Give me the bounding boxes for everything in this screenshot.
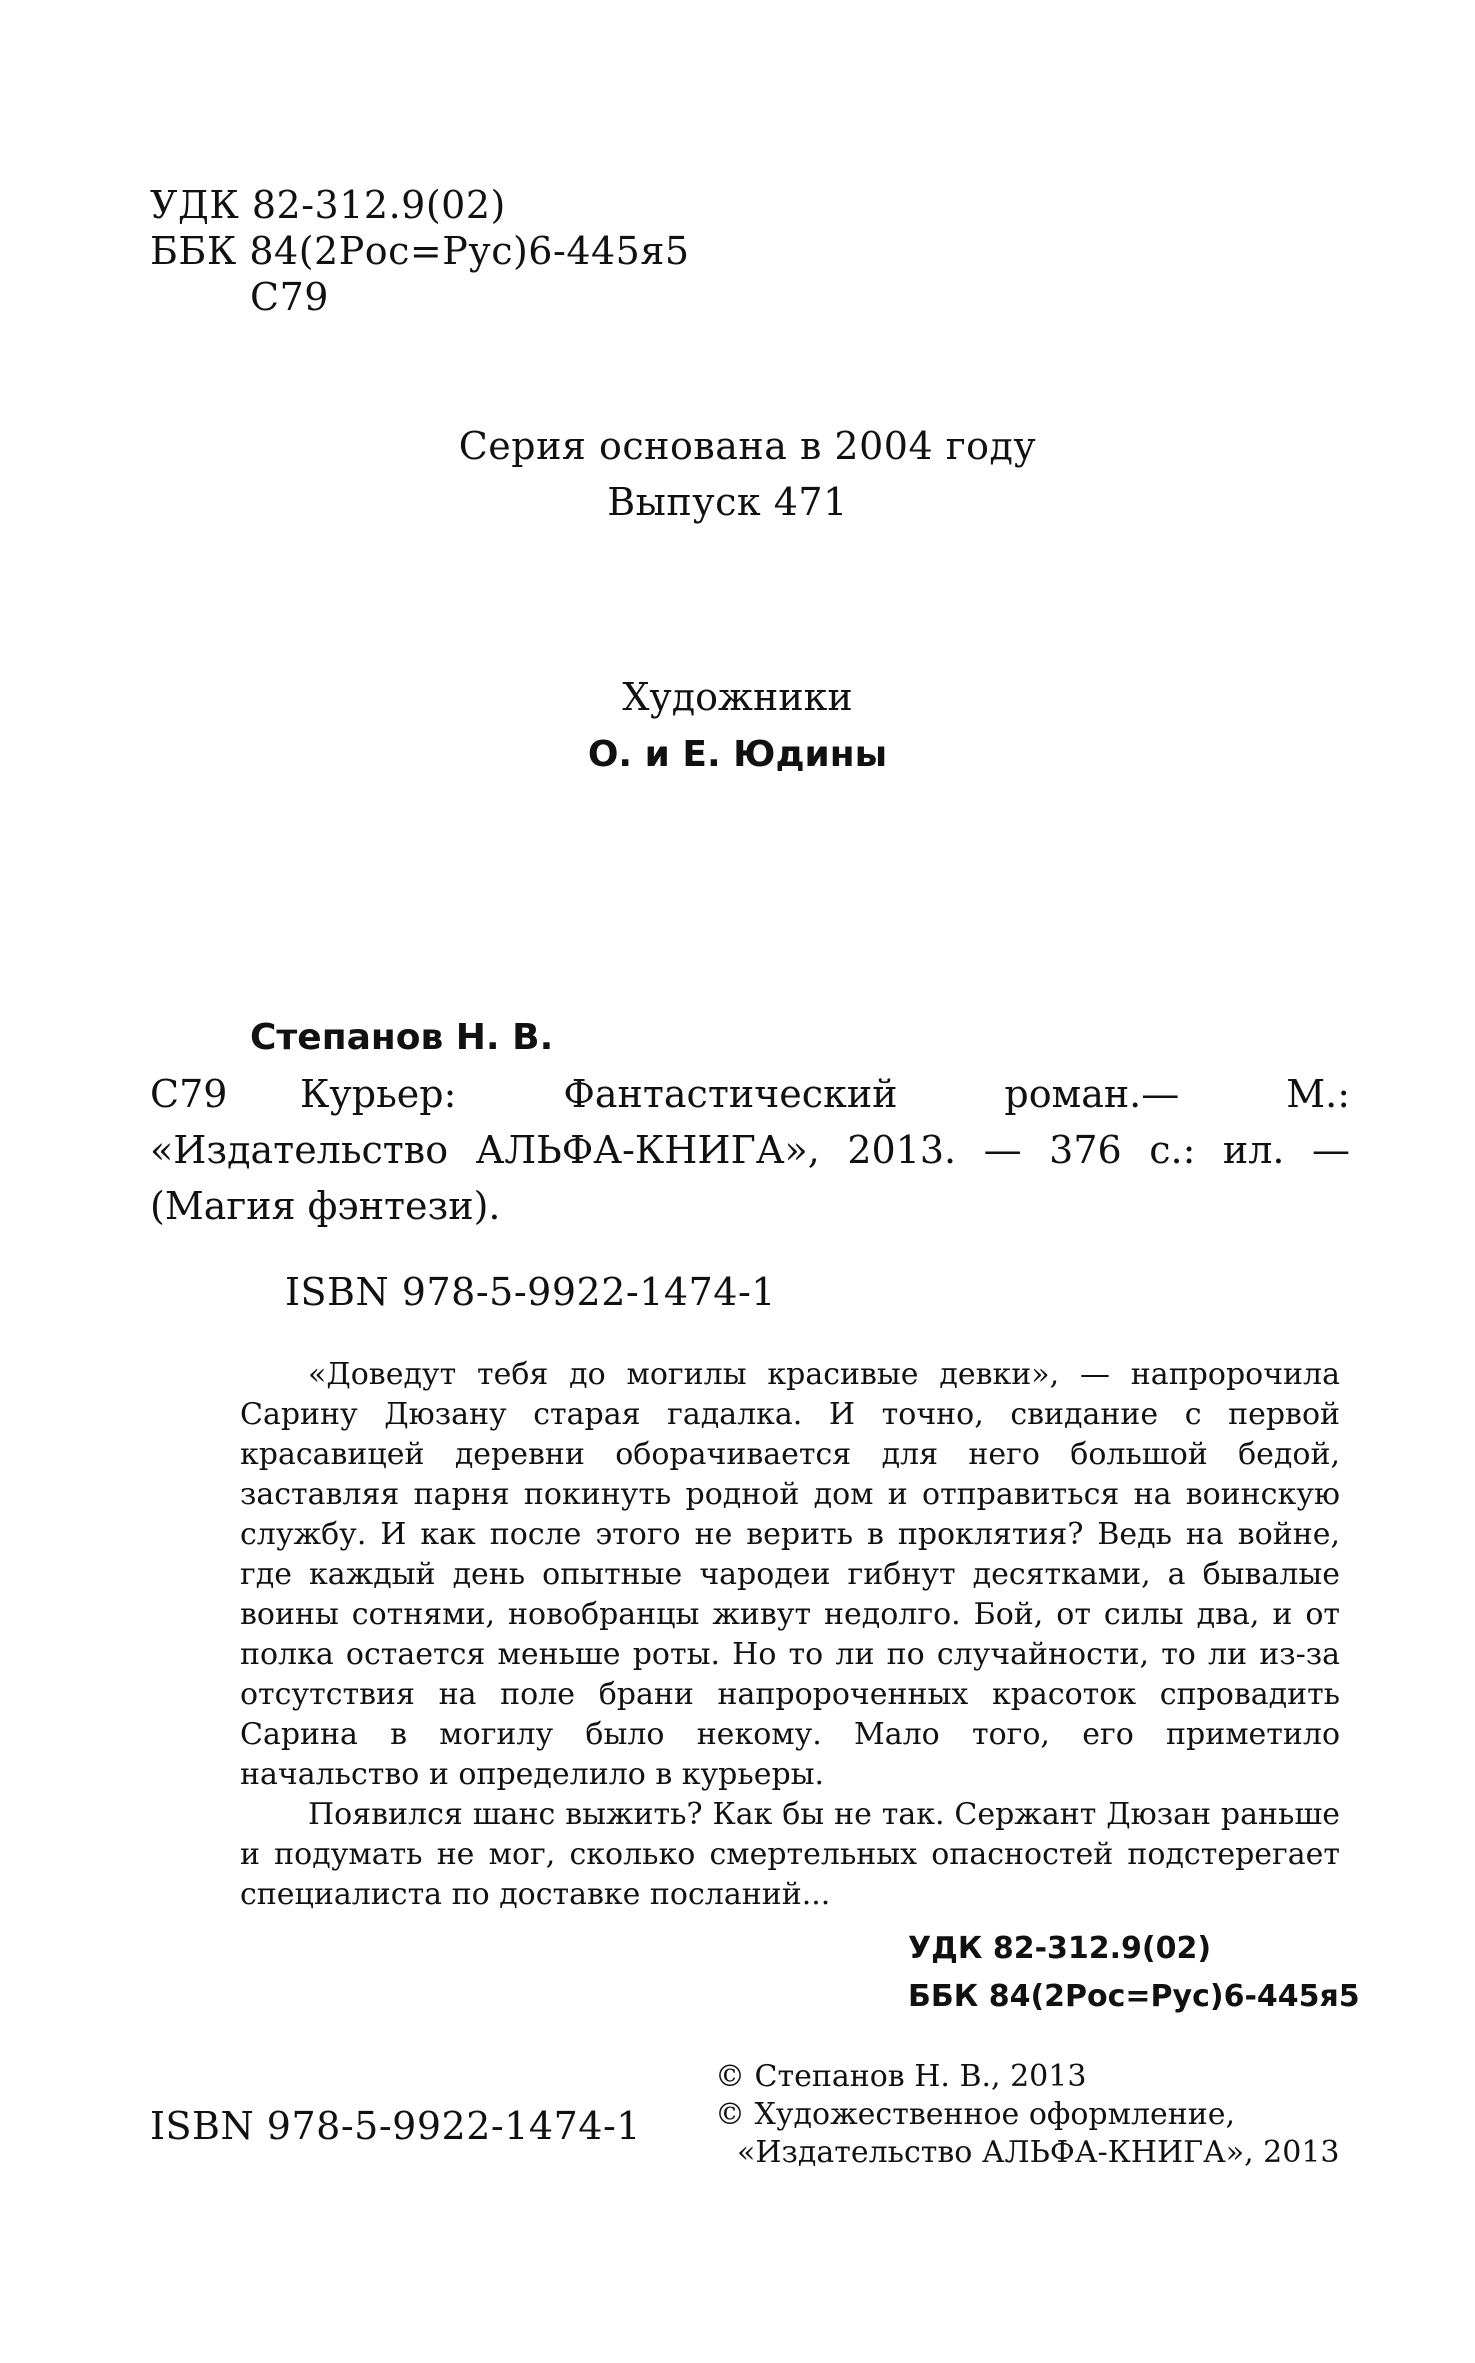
classification-codes-bottom: [908, 1925, 1360, 2021]
bbk-code-bottom: ББК 84(2Рос=Рус)6-445я5: [908, 1979, 1360, 2014]
series-founded: Серия основана в 2004 году: [458, 424, 1037, 468]
isbn-footer: ISBN 978-5-9922-1474-1: [150, 2104, 641, 2148]
author-mark: С79: [250, 275, 329, 319]
copyright-author: © Степанов Н. В., 2013: [715, 2059, 1087, 2094]
entry-isbn: ISBN 978-5-9922-1474-1: [285, 1270, 776, 1314]
bbk-code: ББК 84(2Рос=Рус)6-445я5: [150, 229, 690, 273]
entry-description: [150, 1066, 1350, 1234]
author-name: Степанов Н. В.: [250, 1017, 554, 1058]
entry-text-rest: АЛЬФА-КНИГА», 2013. — 376 с.: ил. — (Магия фэнтези).: [150, 1128, 1350, 1228]
artists-label: Художники: [622, 675, 853, 719]
copyright-design: © Художественное оформление,: [715, 2097, 1236, 2132]
annotation: [240, 1355, 1340, 1915]
bibliographic-entry: [150, 1010, 1350, 1234]
artists-block: [0, 668, 1475, 784]
copyright-block: [715, 2058, 1340, 2172]
series-info: [0, 418, 1475, 530]
annotation-paragraph-1: «Доведут тебя до могилы красивые девки», — напророчила Сарину Дюзану старая гадалка. И точно, свидание с первой красавицей деревни оборачивается для него большой бедой, заставляя парня покинуть родной дом и отправиться на воинскую службу. И как после этого не верить в проклятия? Ведь на войне, где каждый день опытные чародеи гибнут десятками, а бывалые воины сотнями, новобранцы живут недолго. Бой, от силы два, и от полка остается меньше роты. Но то ли по случайности, то ли из-за отсутствия на поле брани напророченных красоток спровадить Сарина в могилу было некому. Мало того, его приметило начальство и определило в курьеры.: [240, 1357, 1340, 1792]
copyright-publisher: «Издательство АЛЬФА-КНИГА», 2013: [737, 2135, 1340, 2170]
series-issue: Выпуск 471: [607, 480, 848, 524]
entry-code: С79: [150, 1072, 228, 1116]
classification-codes-top: [150, 182, 690, 320]
udk-code: УДК 82-312.9(02): [150, 183, 506, 227]
entry-text-first: Курьер: Фантастический роман.— М.: «Издательство: [150, 1072, 1350, 1172]
udk-code-bottom: УДК 82-312.9(02): [908, 1931, 1212, 1966]
annotation-paragraph-2: Появился шанс выжить? Как бы не так. Сержант Дюзан раньше и подумать не мог, сколько смертельных опасностей подстерегает специалиста по доставке посланий...: [240, 1797, 1340, 1912]
artists-names: О. и Е. Юдины: [587, 734, 888, 775]
